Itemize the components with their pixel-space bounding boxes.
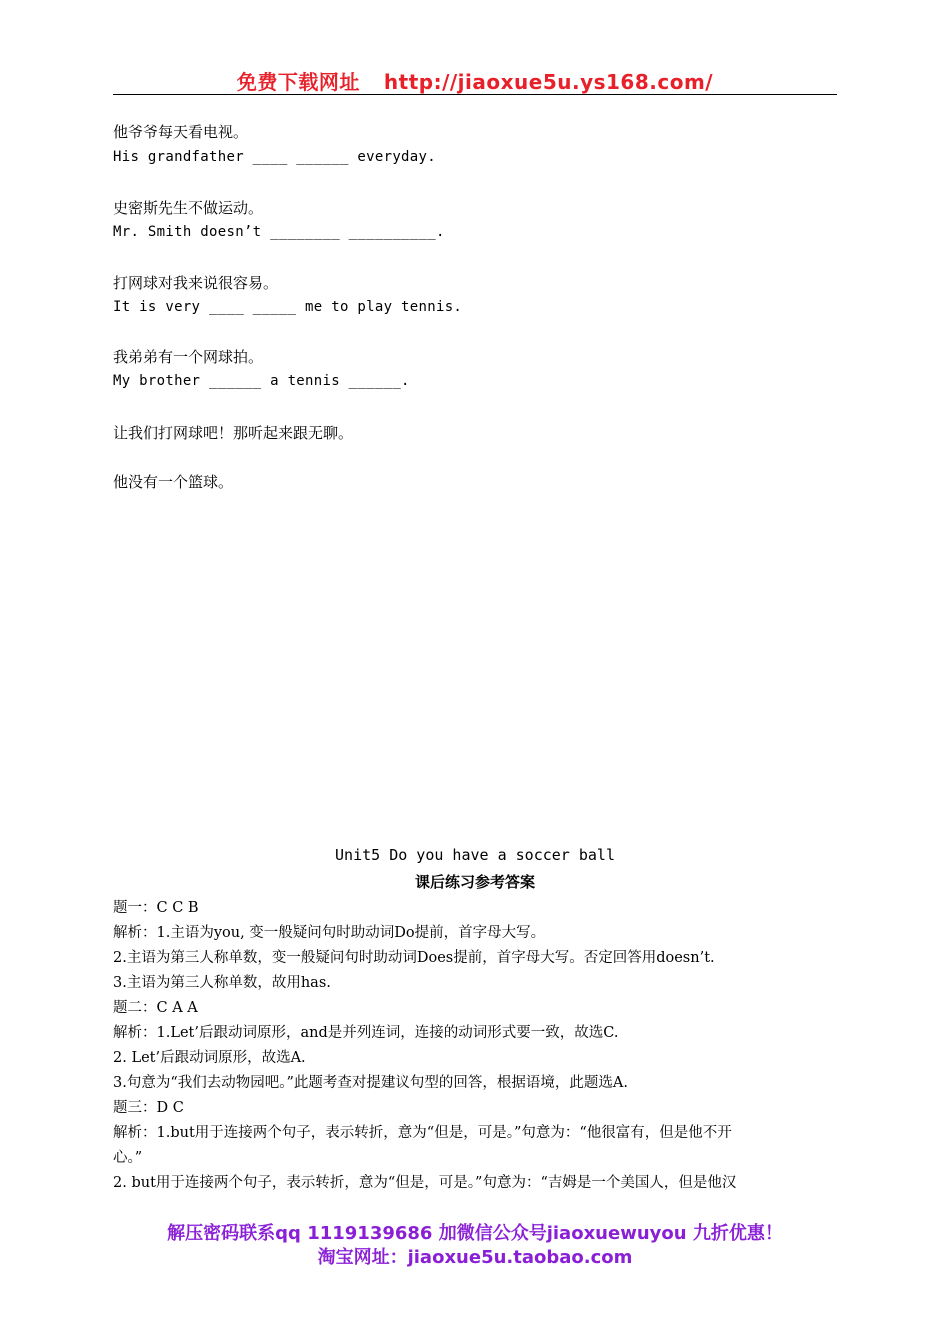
footer-password-note: 解压密码联系qq 1119139686 加微信公众号jiaoxuewuyou 九折优惠！: [167, 1223, 783, 1244]
answer-line: 题二：C A A: [113, 1000, 198, 1016]
exercise-6-chinese: 他没有一个篮球。: [113, 473, 234, 491]
exercise-3-english: It is very ____ _____ me to play tennis.: [113, 299, 463, 315]
footer-shop-link[interactable]: 淘宝网址：jiaoxue5u.taobao.com: [317, 1247, 633, 1268]
exercise-1-english: His grandfather ____ ______ everyday.: [113, 149, 436, 165]
answer-line: 解析：1.主语为you, 变一般疑问句时助动词Do提前，首字母大写。: [113, 925, 546, 941]
exercise-2-chinese: 史密斯先生不做运动。: [113, 199, 264, 217]
answer-line: 题三：D C: [113, 1100, 184, 1116]
answer-line: 2.主语为第三人称单数，变一般疑问句时助动词Does提前，首字母大写。否定回答用doesn’t.: [113, 950, 715, 966]
header-divider: [113, 94, 837, 95]
exercise-3-chinese: 打网球对我来说很容易。: [113, 274, 279, 292]
exercise-4-chinese: 我弟弟有一个网球拍。: [113, 348, 264, 366]
unit-title: Unit5 Do you have a soccer ball: [335, 846, 615, 864]
answer-line: 解析：1.but用于连接两个句子，表示转折，意为“但是，可是。”句意为：“他很富有，但是他不开: [113, 1125, 732, 1141]
header-url-link[interactable]: http://jiaoxue5u.ys168.com/: [383, 70, 714, 94]
exercise-1-chinese: 他爷爷每天看电视。: [113, 123, 249, 141]
header-label: 免费下载网址: [236, 70, 360, 94]
answer-line: 解析：1.Let’后跟动词原形，and是并列连词，连接的动词形式要一致，故选C.: [113, 1025, 619, 1041]
exercise-2-english: Mr. Smith doesn’t ________ __________.: [113, 224, 445, 240]
answer-line: 3.句意为“我们去动物园吧。”此题考查对提建议句型的回答，根据语境，此题选A.: [113, 1075, 628, 1091]
answer-line: 3.主语为第三人称单数，故用has.: [113, 975, 331, 991]
header-banner: [0, 66, 950, 95]
answer-line: 2. but用于连接两个句子，表示转折，意为“但是，可是。”句意为：“吉姆是一个美国人，但是他汉: [113, 1175, 737, 1191]
answer-line: 心。”: [113, 1150, 143, 1166]
answer-line: 2. Let’后跟动词原形，故选A.: [113, 1050, 306, 1066]
answers-title: 课后练习参考答案: [414, 873, 535, 891]
answer-line: 题一：C C B: [113, 900, 199, 916]
exercise-4-english: My brother ______ a tennis ______.: [113, 373, 410, 389]
exercise-5-chinese: 让我们打网球吧！那听起来跟无聊。: [113, 424, 354, 442]
